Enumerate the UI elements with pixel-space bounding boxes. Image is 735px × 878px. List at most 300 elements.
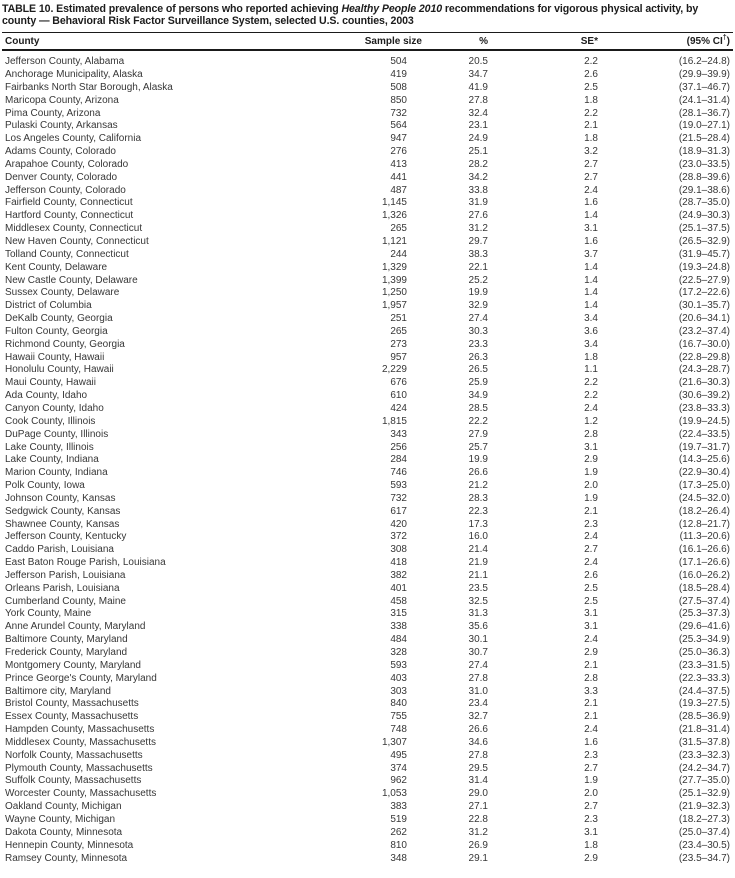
table-row [2,236,733,249]
percent-cell: 21.1 [468,569,488,581]
ci-cell: (21.5–28.4) [678,133,730,145]
table-row [2,711,733,724]
table-row [2,313,733,326]
percent-cell: 26.5 [468,364,488,376]
percent-cell: 27.4 [468,659,488,671]
sample-size-cell: 2,229 [381,364,407,376]
ci-cell: (19.3–24.8) [678,261,730,273]
table-row [2,686,733,699]
se-cell: 2.7 [584,158,598,170]
ci-cell: (26.5–32.9) [678,236,730,247]
ci-cell: (21.8–31.4) [678,724,730,736]
table-row [2,814,733,827]
sample-size-cell: 504 [390,56,407,68]
county-cell: Pima County, Arizona [5,107,101,119]
sample-size-cell: 962 [390,775,407,787]
sample-size-cell: 420 [390,518,407,530]
ci-column-header [598,33,733,51]
ci-cell: (20.6–34.1) [678,313,730,325]
se-cell: 3.7 [584,248,598,260]
ci-cell: (25.0–37.4) [678,826,730,838]
percent-cell: 23.1 [468,120,488,132]
table-title-italic: Healthy People 2010 [341,3,443,15]
ci-cell: (22.4–33.5) [678,428,730,440]
se-cell: 1.4 [584,300,598,312]
table-row [2,519,733,532]
dagger-footnote-marker: † [722,34,727,42]
table-row [2,210,733,223]
se-cell: 2.2 [584,377,598,389]
ci-cell: (25.3–37.3) [678,608,730,620]
percent-cell: 29.7 [468,236,488,247]
sample-size-cell: 1,957 [381,300,407,312]
table-row [2,454,733,467]
sample-size-cell: 315 [390,608,407,620]
sample-size-cell: 265 [390,325,407,337]
county-cell: Shawnee County, Kansas [5,518,120,530]
county-cell: Johnson County, Kansas [5,492,116,504]
ci-header-text: (95% CI [686,35,723,47]
table-row [2,634,733,647]
table-row [2,82,733,95]
ci-cell: (28.8–39.6) [678,171,730,183]
table-row [2,377,733,390]
table-row [2,159,733,172]
percent-cell: 27.8 [468,749,488,761]
percent-cell: 26.9 [468,839,488,851]
percent-cell: 34.2 [468,171,488,183]
table-row [2,50,733,69]
table-row [2,853,733,866]
table-row [2,480,733,493]
ci-header-close: ) [726,35,730,47]
ci-cell: (28.5–36.9) [678,711,730,723]
county-cell: Maui County, Hawaii [5,377,96,389]
se-cell: 1.2 [584,415,598,427]
percent-cell: 21.4 [468,544,488,556]
county-cell: Lake County, Illinois [5,441,94,453]
se-cell: 3.1 [584,621,598,633]
county-cell: Prince George's County, Maryland [5,672,157,684]
sample-size-cell: 957 [390,351,407,363]
se-cell: 1.9 [584,775,598,787]
percent-cell: 41.9 [468,81,488,93]
county-cell: Cook County, Illinois [5,415,96,427]
county-cell: Hennepin County, Minnesota [5,839,134,851]
table-row [2,660,733,673]
table-row [2,223,733,236]
county-cell: Anne Arundel County, Maryland [5,621,146,633]
county-cell: Baltimore city, Maryland [5,685,111,697]
county-cell: Richmond County, Georgia [5,338,125,350]
percent-cell: 23.5 [468,582,488,594]
ci-cell: (21.6–30.3) [678,377,730,389]
ci-cell: (24.2–34.7) [678,762,730,774]
se-cell: 1.9 [584,492,598,504]
se-cell: 2.6 [584,69,598,81]
percent-cell: 38.3 [468,248,488,260]
percent-cell: 26.3 [468,351,488,363]
ci-cell: (23.2–37.4) [678,325,730,337]
county-cell: Middlesex County, Massachusetts [5,736,156,748]
table-row [2,827,733,840]
table-row [2,442,733,455]
se-cell: 2.1 [584,711,598,723]
percent-cell: 30.1 [468,634,488,646]
percent-cell: 23.3 [468,338,488,350]
ci-cell: (18.2–27.3) [678,813,730,825]
percent-cell: 31.3 [468,608,488,620]
sample-size-cell: 564 [390,120,407,132]
se-cell: 2.7 [584,171,598,183]
sample-size-cell: 251 [390,313,407,325]
ci-cell: (37.1–46.7) [678,81,730,93]
percent-cell: 26.6 [468,467,488,479]
se-cell: 1.8 [584,133,598,145]
table-row [2,287,733,300]
sample-size-cell: 419 [390,69,407,81]
se-cell: 2.1 [584,659,598,671]
se-cell: 2.7 [584,762,598,774]
table-row [2,197,733,210]
county-cell: Denver County, Colorado [5,171,118,183]
ci-cell: (11.3–20.6) [679,531,730,543]
se-cell: 2.4 [584,402,598,414]
se-cell: 1.4 [584,210,598,222]
county-cell: Wayne County, Michigan [5,813,116,825]
table-row [2,69,733,82]
table-row [2,108,733,121]
table-row [2,763,733,776]
table-row [2,185,733,198]
county-cell: Hartford County, Connecticut [5,210,134,222]
se-cell: 2.2 [584,390,598,402]
table-row [2,788,733,801]
ci-cell: (21.9–32.3) [678,801,730,813]
percent-cell: 20.5 [468,56,488,68]
se-cell: 2.9 [584,647,598,658]
table-row [2,493,733,506]
table-row [2,275,733,288]
percent-cell: 34.6 [468,736,488,748]
ci-cell: (25.3–34.9) [678,634,730,646]
table-row [2,596,733,609]
table-row [2,133,733,146]
county-cell: Jefferson Parish, Louisiana [5,569,126,581]
sample-size-cell: 383 [390,801,407,813]
se-cell: 1.4 [584,274,598,286]
percent-cell: 34.7 [468,69,488,81]
se-cell: 2.3 [584,749,598,761]
ci-cell: (16.0–26.2) [678,569,730,581]
se-cell: 2.1 [584,120,598,132]
county-cell: Caddo Parish, Louisiana [5,544,114,556]
table-row [2,557,733,570]
document-page [0,4,735,865]
ci-cell: (17.1–26.6) [678,557,730,569]
sample-size-cell: 401 [390,582,407,594]
sample-size-cell: 810 [390,839,407,851]
county-cell: Essex County, Massachusetts [5,711,139,723]
table-row [2,467,733,480]
ci-cell: (28.7–35.0) [678,197,730,209]
percent-cell: 31.9 [468,197,488,209]
percent-cell: 35.6 [468,621,488,633]
table-row [2,583,733,596]
se-cell: 2.3 [584,813,598,825]
se-cell: 2.3 [584,518,598,530]
ci-cell: (23.3–31.5) [678,659,730,671]
table-row [2,262,733,275]
county-cell: Ramsey County, Minnesota [5,852,128,864]
percent-cell: 34.9 [468,390,488,402]
se-cell: 2.8 [584,672,598,684]
percent-cell: 33.8 [468,184,488,196]
county-cell: New Haven County, Connecticut [5,236,149,247]
county-cell: Fairbanks North Star Borough, Alaska [5,81,173,93]
sample-size-cell: 418 [390,557,407,569]
table-row [2,531,733,544]
se-cell: 1.9 [584,467,598,479]
county-cell: Frederick County, Maryland [5,647,128,658]
county-cell: Tolland County, Connecticut [5,248,129,260]
sample-size-cell: 441 [390,171,407,183]
sample-size-cell: 1,307 [381,736,407,748]
sample-size-cell: 413 [390,158,407,170]
county-cell: Adams County, Colorado [5,146,116,158]
sample-size-cell: 495 [390,749,407,761]
se-cell: 2.4 [584,557,598,569]
se-cell: 2.6 [584,569,598,581]
percent-cell: 30.3 [468,325,488,337]
ci-cell: (22.8–29.8) [678,351,730,363]
se-cell: 2.4 [584,184,598,196]
ci-cell: (31.9–45.7) [678,248,730,260]
county-cell: Dakota County, Minnesota [5,826,123,838]
percent-cell: 25.1 [468,146,488,158]
sample-size-cell: 372 [390,531,407,543]
percent-cell: 21.2 [468,480,488,492]
county-cell: Cumberland County, Maine [5,595,126,607]
percent-cell: 32.4 [468,107,488,119]
sample-size-cell: 1,250 [381,287,407,299]
sample-size-cell: 328 [390,647,407,658]
ci-cell: (18.2–26.4) [678,505,730,517]
sample-size-cell: 732 [390,492,407,504]
county-cell: Fulton County, Georgia [5,325,108,337]
ci-cell: (19.9–24.5) [678,415,730,427]
sample-size-cell: 1,053 [381,788,407,800]
sample-size-cell: 348 [390,852,407,864]
sample-size-cell: 308 [390,544,407,556]
ci-cell: (16.1–26.6) [678,544,730,556]
sample-size-cell: 1,121 [381,236,407,247]
se-cell: 2.9 [584,454,598,466]
sample-size-cell: 424 [390,402,407,414]
table-row [2,608,733,621]
county-cell: Polk County, Iowa [5,480,85,492]
se-cell: 3.2 [584,146,598,158]
ci-cell: (19.7–31.7) [678,441,730,453]
se-cell: 1.1 [584,364,598,376]
county-cell: DeKalb County, Georgia [5,313,113,325]
se-cell: 3.3 [584,685,598,697]
county-cell: Hampden County, Massachusetts [5,724,155,736]
se-cell: 1.4 [584,287,598,299]
table-row [2,570,733,583]
se-cell: 2.1 [584,698,598,710]
se-cell: 2.7 [584,544,598,556]
percent-cell: 28.5 [468,402,488,414]
table-row [2,120,733,133]
sample-size-cell: 374 [390,762,407,774]
sample-size-cell: 1,815 [381,415,407,427]
se-cell: 2.5 [584,595,598,607]
table-row [2,737,733,750]
ci-cell: (18.5–28.4) [678,582,730,594]
se-cell: 3.4 [584,313,598,325]
percent-cell: 28.2 [468,158,488,170]
percent-cell: 22.1 [468,261,488,273]
percent-cell: 32.7 [468,711,488,723]
percent-cell: 29.0 [468,788,488,800]
table-row [2,95,733,108]
percent-cell: 21.9 [468,557,488,569]
sample-size-cell: 284 [390,454,407,466]
ci-cell: (24.9–30.3) [678,210,730,222]
sample-size-cell: 273 [390,338,407,350]
sample-size-cell: 1,329 [381,261,407,273]
county-cell: York County, Maine [5,608,92,620]
percent-cell: 19.9 [468,454,488,466]
se-cell: 2.0 [584,480,598,492]
sample-size-cell: 755 [390,711,407,723]
se-cell: 2.4 [584,724,598,736]
county-cell: Jefferson County, Colorado [5,184,126,196]
prevalence-table [2,32,733,865]
se-cell: 1.6 [584,736,598,748]
se-cell: 2.9 [584,852,598,864]
table-row [2,339,733,352]
sample-size-cell: 262 [390,826,407,838]
sample-size-cell: 508 [390,81,407,93]
sample-size-cell: 484 [390,634,407,646]
county-cell: Oakland County, Michigan [5,801,122,813]
sample-size-column-header: Sample size [340,33,422,51]
sample-size-cell: 338 [390,621,407,633]
se-cell: 2.5 [584,81,598,93]
percent-cell: 17.3 [468,518,488,530]
county-cell: Pulaski County, Arkansas [5,120,118,132]
ci-cell: (19.3–27.5) [678,698,730,710]
se-cell: 2.4 [584,634,598,646]
table-title [2,4,733,27]
percent-cell: 16.0 [468,531,488,543]
se-cell: 2.4 [584,531,598,543]
ci-cell: (24.3–28.7) [678,364,730,376]
ci-cell: (18.9–31.3) [678,146,730,158]
table-row [2,326,733,339]
sample-size-cell: 303 [390,685,407,697]
percent-cell: 25.9 [468,377,488,389]
ci-cell: (23.4–30.5) [678,839,730,851]
percent-cell: 28.3 [468,492,488,504]
table-body [2,50,733,865]
se-cell: 1.6 [584,236,598,247]
ci-cell: (19.0–27.1) [678,120,730,132]
se-cell: 2.7 [584,801,598,813]
percent-cell: 27.8 [468,672,488,684]
se-cell: 1.6 [584,197,598,209]
table-row [2,172,733,185]
table-title-prefix: TABLE 10. Estimated prevalence of persons who reported achieving [2,3,342,15]
percent-cell: 25.2 [468,274,488,286]
table-row [2,801,733,814]
county-cell: Montgomery County, Maryland [5,659,141,671]
percent-cell: 27.1 [468,801,488,813]
ci-cell: (30.1–35.7) [678,300,730,312]
percent-cell: 31.0 [468,685,488,697]
county-cell: Jefferson County, Kentucky [5,531,127,543]
county-cell: Canyon County, Idaho [5,402,104,414]
county-cell: Orleans Parish, Louisiana [5,582,120,594]
county-cell: District of Columbia [5,300,92,312]
se-cell: 2.5 [584,582,598,594]
percent-cell: 23.4 [468,698,488,710]
ci-cell: (14.3–25.6) [678,454,730,466]
county-cell: Hawaii County, Hawaii [5,351,105,363]
sample-size-cell: 265 [390,223,407,235]
county-cell: Norfolk County, Massachusetts [5,749,143,761]
se-cell: 2.2 [584,107,598,119]
table-row [2,621,733,634]
percent-cell: 32.9 [468,300,488,312]
ci-cell: (22.9–30.4) [678,467,730,479]
ci-cell: (27.7–35.0) [678,775,730,787]
se-cell: 3.6 [584,325,598,337]
se-cell: 1.8 [584,94,598,106]
ci-cell: (30.6–39.2) [678,390,730,402]
se-cell: 1.8 [584,351,598,363]
ci-cell: (25.1–32.9) [678,788,730,800]
table-row [2,544,733,557]
sample-size-cell: 244 [390,248,407,260]
ci-cell: (16.7–30.0) [678,338,730,350]
sample-size-cell: 403 [390,672,407,684]
county-cell: Anchorage Municipality, Alaska [5,69,143,81]
percent-cell: 32.5 [468,595,488,607]
county-cell: Los Angeles County, California [5,133,142,145]
ci-cell: (23.0–33.5) [678,158,730,170]
county-cell: Jefferson County, Alabama [5,56,125,68]
ci-cell: (25.0–36.3) [678,647,730,658]
sample-size-cell: 748 [390,724,407,736]
county-cell: Baltimore County, Maryland [5,634,128,646]
county-cell: Lake County, Indiana [5,454,99,466]
table-row [2,352,733,365]
county-cell: Middlesex County, Connecticut [5,223,143,235]
sample-size-cell: 850 [390,94,407,106]
sample-size-cell: 947 [390,133,407,145]
county-cell: Arapahoe County, Colorado [5,158,129,170]
sample-size-cell: 1,326 [381,210,407,222]
se-cell: 2.0 [584,788,598,800]
ci-cell: (22.5–27.9) [678,274,730,286]
county-cell: Suffolk County, Massachusetts [5,775,142,787]
ci-cell: (23.3–32.3) [678,749,730,761]
table-row [2,249,733,262]
percent-cell: 27.8 [468,94,488,106]
